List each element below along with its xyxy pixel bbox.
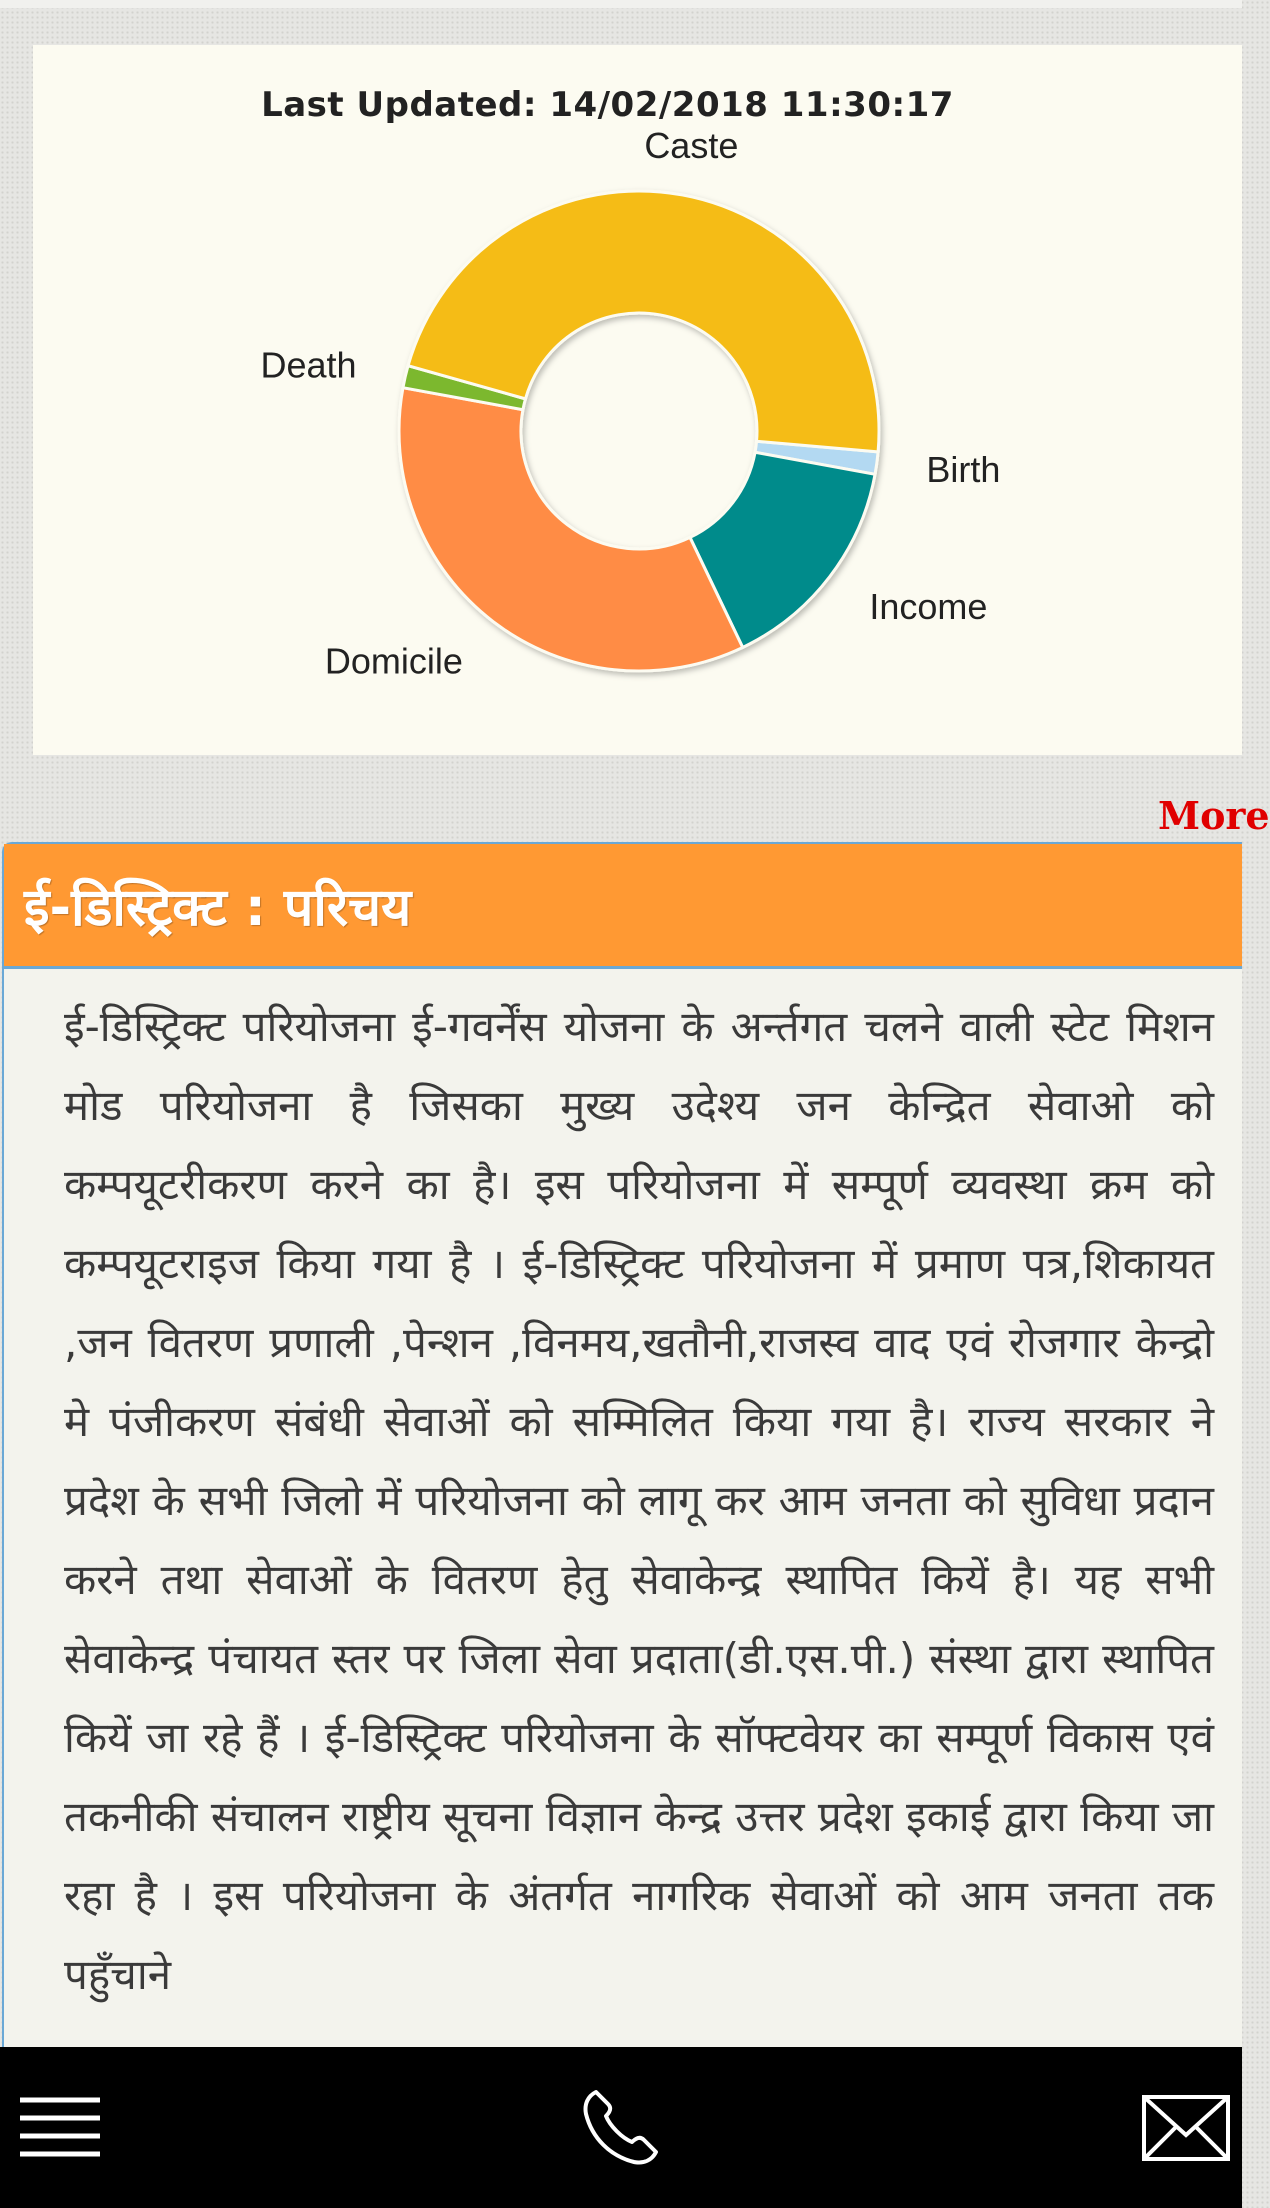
label-caste: Caste [644, 124, 739, 166]
label-birth: Birth [926, 448, 1001, 490]
mail-button[interactable] [1130, 2047, 1242, 2208]
label-death: Death [260, 344, 357, 386]
last-updated-label: Last Updated: 14/02/2018 11:30:17 [261, 85, 954, 125]
phone-icon [578, 2086, 662, 2170]
more-link[interactable]: More [1158, 793, 1270, 838]
call-button[interactable] [560, 2047, 680, 2208]
label-domicile: Domicile [324, 640, 463, 682]
slice-domicile[interactable] [399, 388, 743, 671]
menu-button[interactable] [0, 2047, 120, 2208]
donut-chart [33, 45, 1242, 755]
chart-panel [33, 45, 1242, 755]
menu-icon [14, 2088, 106, 2168]
cut-off-heading [420, 0, 1120, 10]
mail-icon [1140, 2093, 1232, 2163]
bottom-nav-bar [0, 2047, 1242, 2208]
label-income: Income [869, 586, 988, 628]
top-strip [0, 0, 1242, 8]
about-panel [2, 842, 1242, 2049]
about-title: ई-डिस्ट्रिक्ट : परिचय [24, 877, 412, 938]
about-header [4, 844, 1242, 969]
about-body-text: ई-डिस्ट्रिक्ट परियोजना ई-गवर्नेंस योजना के अर्न्तगत चलने वाली स्टेट मिशन मोड परियोजना है जिसका मुख्य उदेश्य जन केन्द्रित सेवाओ को कम्पयूटरीकरण करने का है। इस परियोजना में सम्पूर्ण व्यवस्था क्रम को कम्पयूटराइज किया गया है । ई-डिस्ट्रिक्ट परियोजना में प्रमाण पत्र,शिकायत ,जन वितरण प्रणाली ,पेन्शन ,विनमय,खतौनी,राजस्व वाद एवं रोजगार केन्द्रो मे पंजीकरण संबंधी सेवाओं को सम्मिलित किया गया है। राज्य सरकार ने प्रदेश के सभी जिलो में परियोजना को लागू कर आम जनता को सुविधा प्रदान करने तथा सेवाओं के वितरण हेतु सेवाकेन्द्र स्थापित कियें है। यह सभी सेवाकेन्द्र पंचायत स्तर पर जिला सेवा प्रदाता(डी.एस.पी.) संस्था द्वारा स्थापित कियें जा रहे हैं । ई-डिस्ट्रिक्ट परियोजना के सॉफ्टवेयर का सम्पूर्ण विकास एवं तकनीकी संचालन राष्ट्रीय सूचना विज्ञान केन्द्र उत्तर प्रदेश इकाई द्वारा किया जा रहा है । इस परियोजना के अंतर्गत नागरिक सेवाओं को आम जनता तक पहुँचाने [64, 1002, 1214, 1999]
